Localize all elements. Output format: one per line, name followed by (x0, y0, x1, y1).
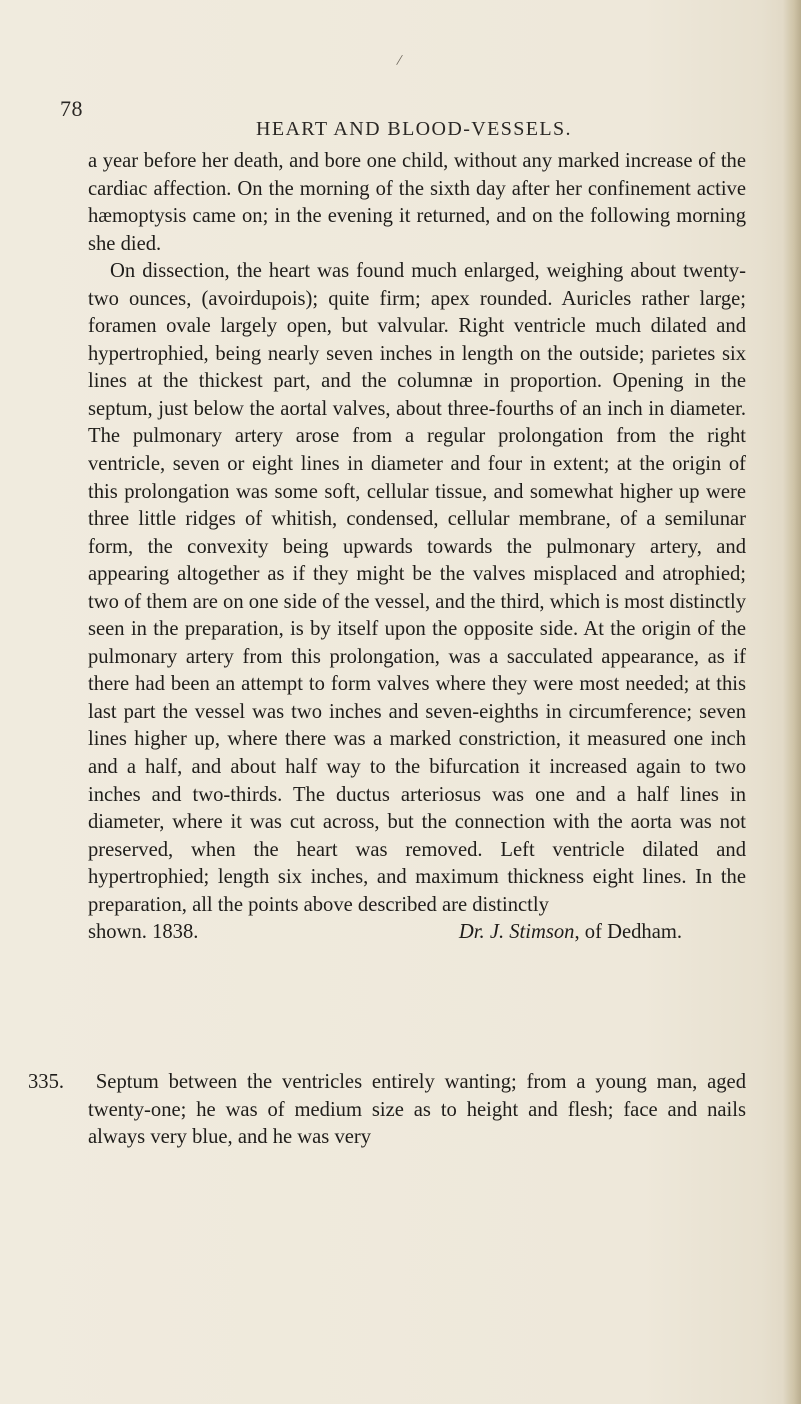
citation-date: shown. 1838. (88, 921, 199, 944)
case-number: 335. (28, 1071, 65, 1093)
paragraph-continuation: a year before her death, and bore one child, without any marked increase of the cardiac affection. On the morning of the sixth day after her confinement active hæmoptysis came on; in the evening it returned, and on the following morning she died. (88, 150, 746, 255)
case-335-body (28, 1069, 746, 1152)
body-text (88, 148, 746, 947)
citation-line (88, 919, 746, 947)
paragraph-dissection: On dissection, the heart was found much enlarged, weighing about twenty-two ounces, (avoirdupois); quite firm; apex rounded. Auricles rather large; foramen ovale largely open, but valvular. Right ventricle much dilated and hypertrophied, being nearly seven inches in length on the outside; parietes six lines at the thickest part, and the columnæ in proportion. Opening in the septum, just below the aortal valves, about three-fourths of an inch in diameter. The pulmonary artery arose from a regular prolongation from the right ventricle, seven or eight lines in diameter and four in extent; at the origin of this prolongation was some soft, cellular tissue, and somewhat higher up were three little ridges of whitish, condensed, cellular membrane, of a semilunar form, the convexity being upwards towards the pulmonary artery, and appearing altogether as if they might be the valves misplaced and atrophied; two of them are on one side of the vessel, and the third, which is most distinctly seen in the preparation, is by itself upon the opposite side. At the origin of the pulmonary artery from this prolongation, was a sacculated appearance, as if there had been an attempt to form valves where they were most needed; at this last part the vessel was two inches and seven-eighths in circumference; seven lines higher up, where there was a marked constriction, it measured one inch and a half, and about half way to the bifurcation it increased again to two inches and two-thirds. The ductus arteriosus was one and a half lines in diameter, where it was cut across, but the connection with the aorta was not preserved, when the heart was removed. Left ventricle dilated and hypertrophied; length six inches, and maximum thickness eight lines. In the preparation, all the points above described are distinctly (88, 260, 746, 916)
pencil-mark: / (395, 51, 404, 70)
running-head: HEART AND BLOOD-VESSELS. (256, 118, 572, 140)
citation-author: Dr. J. Stimson (458, 921, 575, 944)
case-335-text: Septum between the ventricles entirely wanting; from a young man, aged twenty-one; he was of medium size as to height and flesh; face and nails always very blue, and he was very (88, 1071, 746, 1149)
citation-author-block (459, 919, 746, 947)
citation-place: , of Dedham. (574, 921, 682, 944)
case-335 (28, 1069, 746, 1152)
page-number: 78 (60, 96, 83, 121)
page-edge-shadow (783, 0, 801, 1404)
